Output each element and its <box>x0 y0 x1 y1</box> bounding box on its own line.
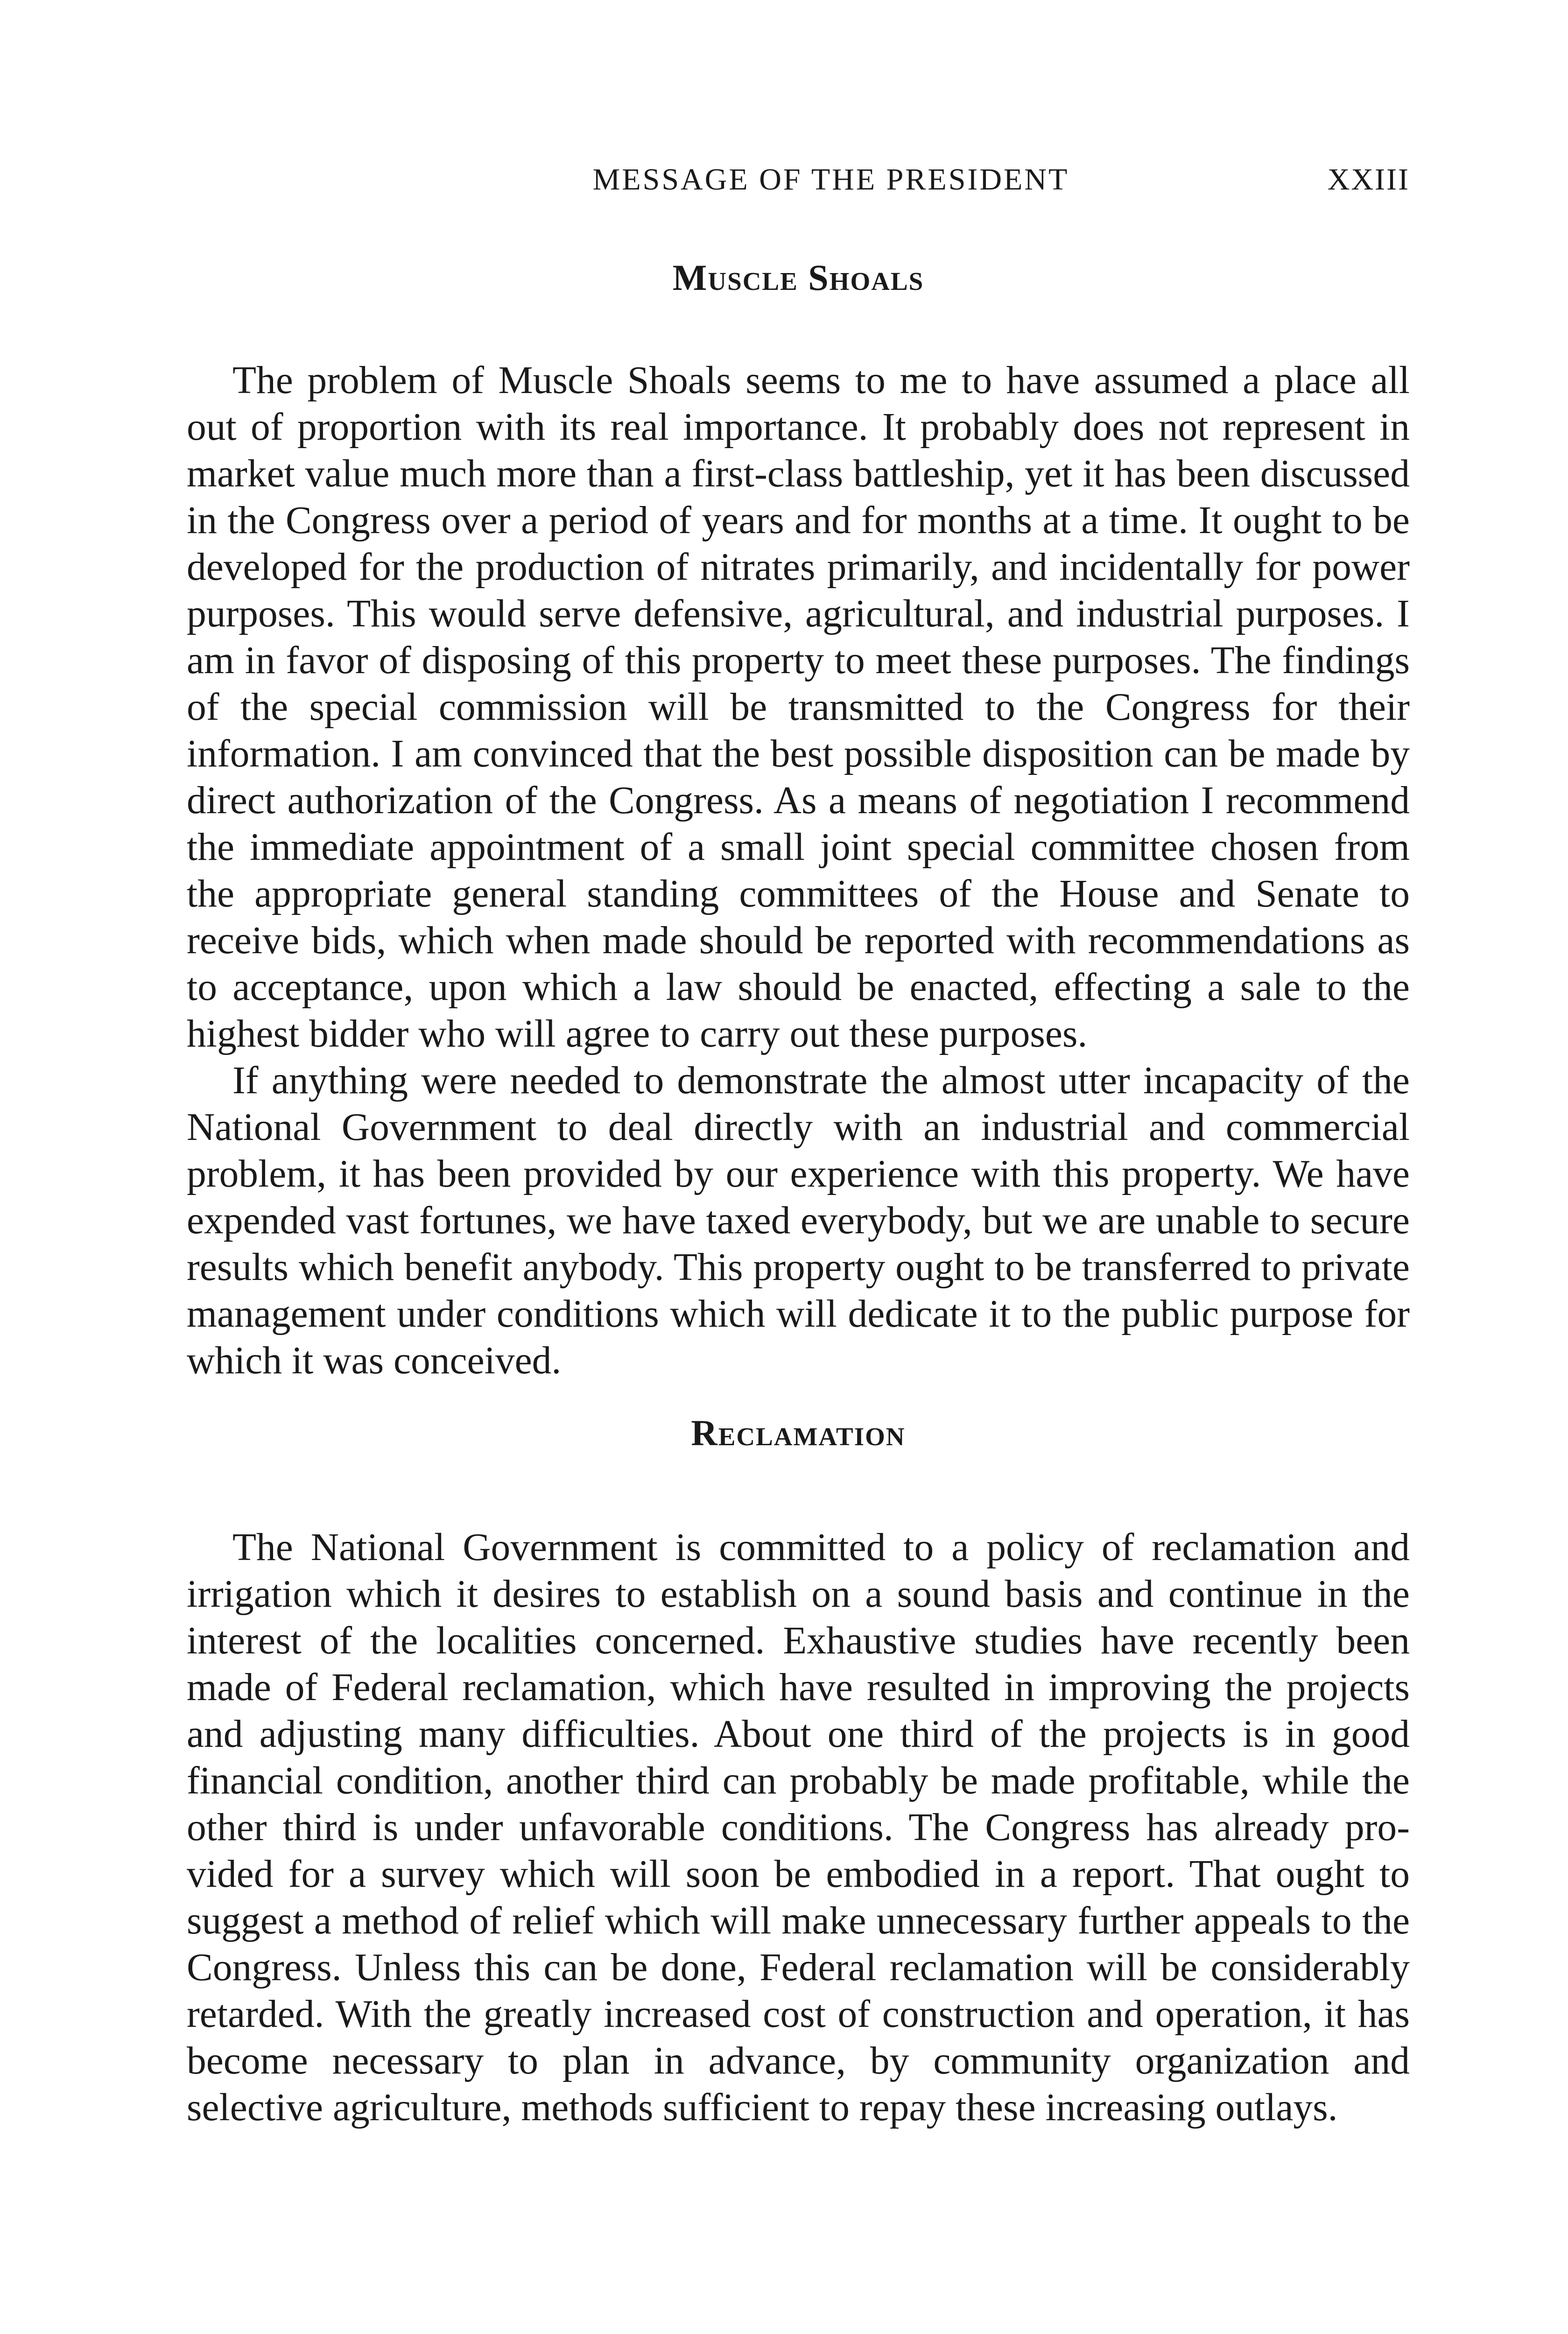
running-head <box>187 159 1410 201</box>
running-head-title: MESSAGE OF THE PRESIDENT <box>592 162 1069 197</box>
section-heading-reclamation: Reclamation <box>691 1413 906 1453</box>
document-page <box>187 159 1410 2131</box>
paragraph-reclamation-1: The National Government is committed to a policy of reclamation and irrigation which it desires to establish on a sound basis and continue in the interest of the localities concerned. Exhaustive studies have recently been made of Federal reclamation, which have resulted in improving the projects and adjusting many difficulties. About one third of the projects is in good financial condition, another third can probably be made profitable, while the other third is under unfavorable conditions. The Congress has already provided for a survey which will soon be embodied in a report. That ought to suggest a method of relief which will make unnecessary further appeals to the Congress. Unless this can be done, Federal reclamation will be considerably retarded. With the greatly increased cost of construction and operation, it has become necessary to plan in advance, by community organization and selective agriculture, methods sufficient to repay these increasing outlays. <box>187 1526 1410 2129</box>
paragraph-muscle-shoals-2: If anything were needed to demonstrate the almost utter incapacity of the National Government to deal directly with an industrial and commercial problem, it has been provided by our experience with this property. We have expended vast fortunes, we have taxed everybody, but we are unable to secure results which benefit anybody. This property ought to be transferred to private management under conditions which will dedicate it to the public purpose for which it was conceived. <box>187 1059 1410 1382</box>
page-number: XXIII <box>1327 162 1410 197</box>
section-heading-muscle-shoals: Muscle Shoals <box>672 257 924 298</box>
paragraph-muscle-shoals-1: The problem of Muscle Shoals seems to me to have assumed a place all out of proportion with its real importance. It probably does not represent in market value much more than a first-class battleship, yet it has been discussed in the Congress over a period of years and for months at a time. It ought to be developed for the production of nitrates primarily, and incidentally for power purposes. This would serve defensive, agricultural, and industrial purposes. I am in favor of disposing of this property to meet these purposes. The findings of the special commission will be transmitted to the Congress for their information. I am convinced that the best possible disposition can be made by direct authorization of the Congress. As a means of negotiation I recommend the immediate appointment of a small joint special committee chosen from the appropriate general standing committees of the House and Senate to receive bids, which when made should be reported with recommendations as to acceptance, upon which a law should be enacted, effecting a sale to the highest bidder who will agree to carry out these purposes. <box>187 359 1410 1055</box>
